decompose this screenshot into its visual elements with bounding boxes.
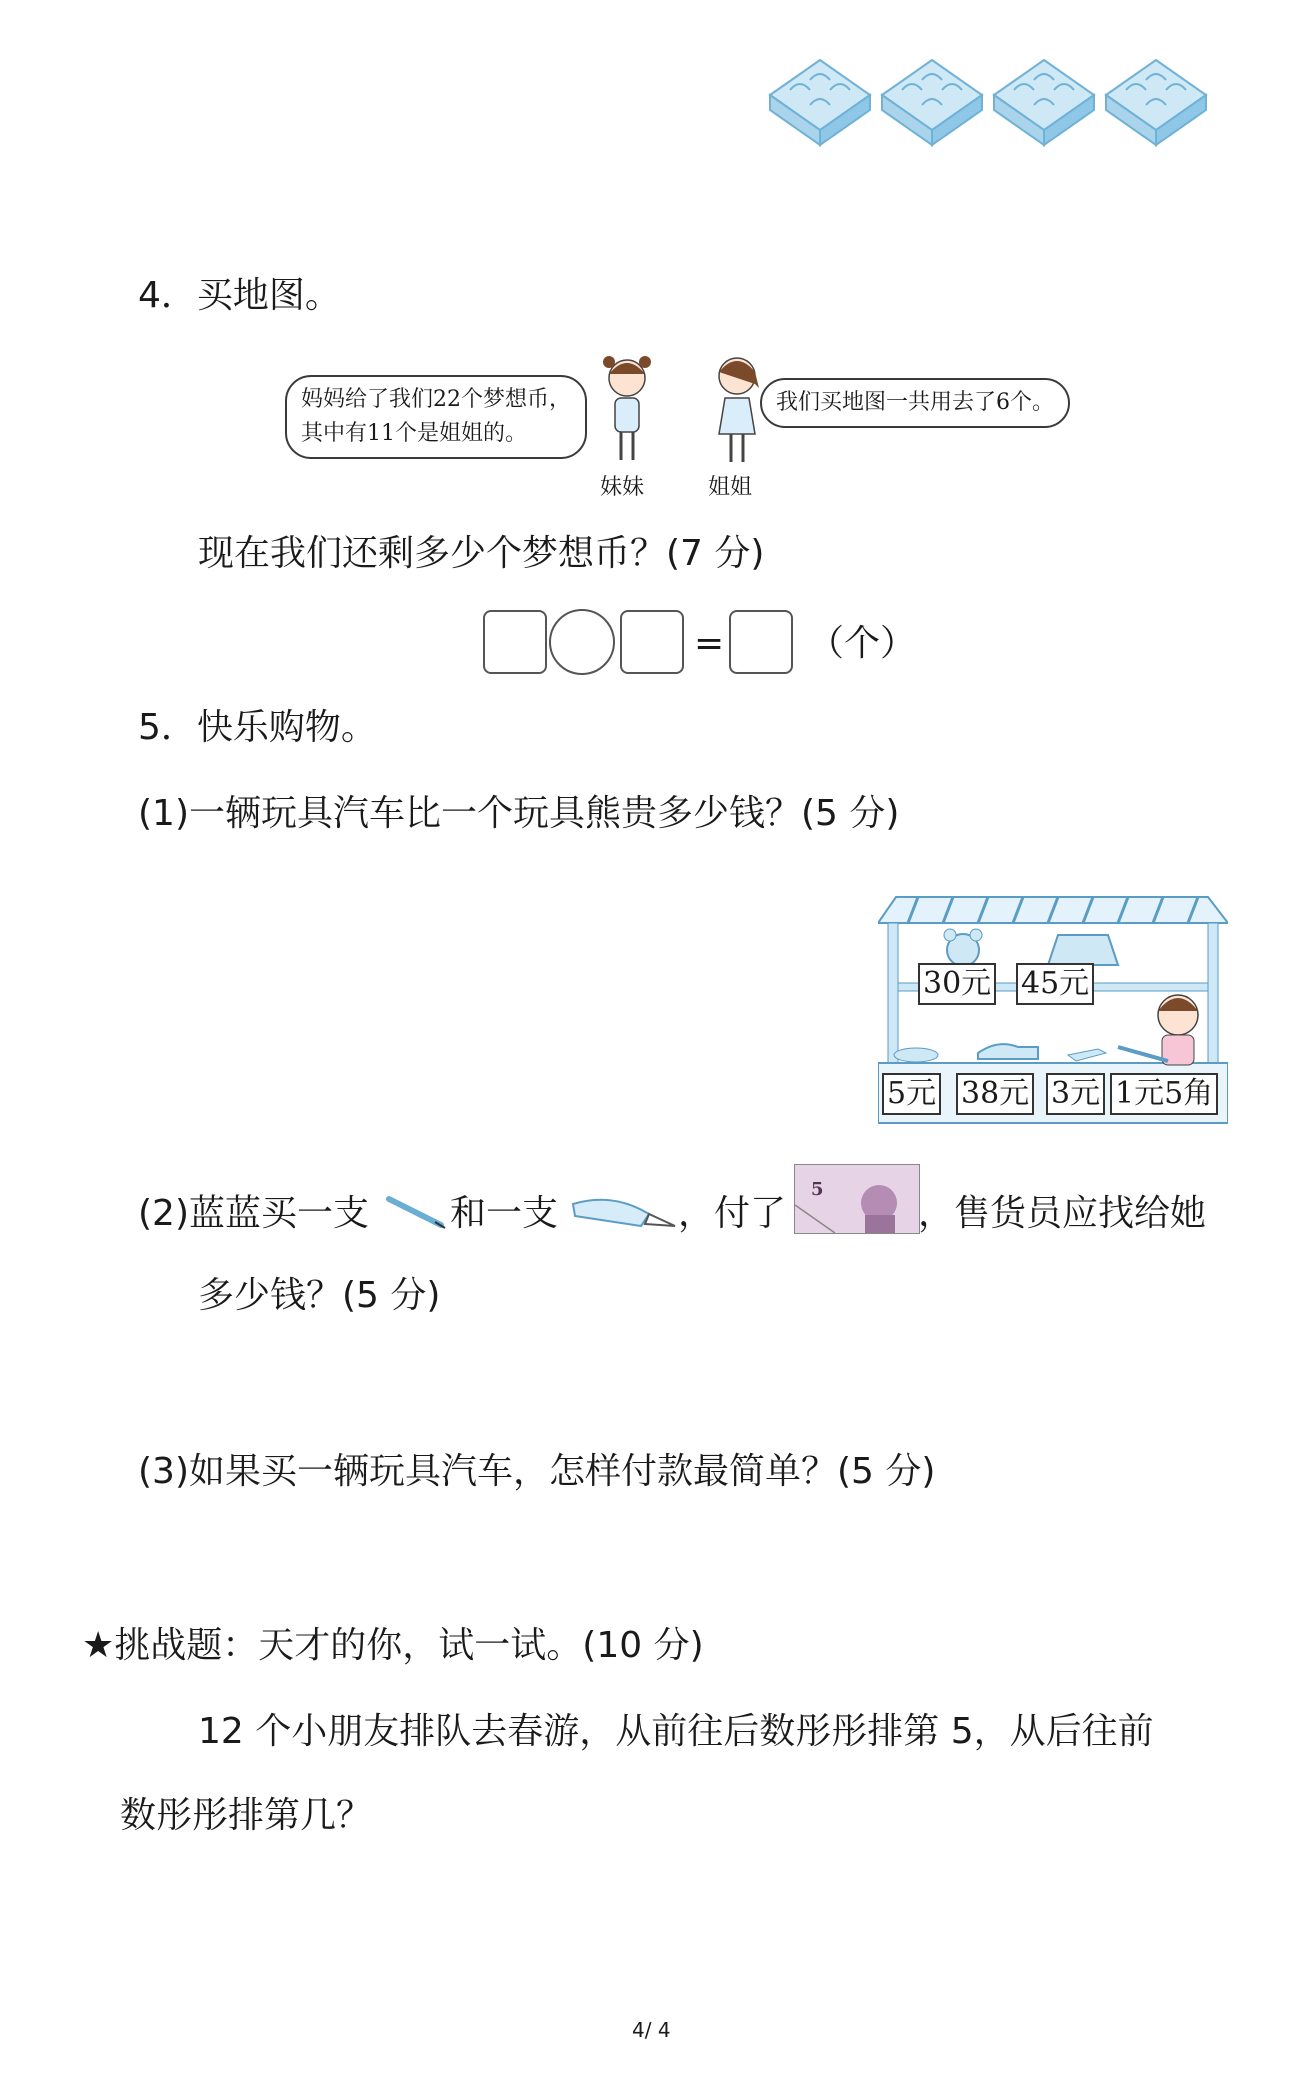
- q5-part2-b: 和一支: [450, 1193, 559, 1234]
- q5-part1: (1)一辆玩具汽车比一个玩具熊贵多少钱？(5 分): [138, 793, 900, 834]
- challenge-heading: ★挑战题：天才的你，试一试。(10 分): [82, 1625, 704, 1666]
- decorative-tiles: [760, 50, 1220, 150]
- pencil-icon: [385, 1193, 447, 1233]
- price-tag-bear: 30元: [918, 963, 996, 1005]
- banknote-value: 5: [811, 1179, 824, 1200]
- q5-part2-d: ，售货员应找给她: [918, 1193, 1207, 1234]
- challenge-line2: 数彤彤排第几？: [120, 1795, 373, 1836]
- speech-line: 我们买地图一共用去了6个。: [776, 390, 1054, 415]
- label-elder: 姐姐: [708, 475, 753, 500]
- unit-label: （个）: [808, 623, 917, 664]
- q5-part2-c: ，付了: [678, 1193, 787, 1234]
- price-tag-pen: 3元: [1046, 1073, 1105, 1115]
- operator-circle[interactable]: [549, 609, 615, 675]
- challenge-line1: 12 个小朋友排队去春游，从前往后数彤彤排第 5，从后往前: [198, 1711, 1154, 1752]
- label-younger: 妹妹: [600, 475, 645, 500]
- q5-part2-a: (2)蓝蓝买一支: [138, 1193, 369, 1234]
- price-tag-sweater: 45元: [1016, 963, 1094, 1005]
- q5-part3: (3)如果买一辆玩具汽车，怎样付款最简单？(5 分): [138, 1451, 936, 1492]
- q4-question: 现在我们还剩多少个梦想币？(7 分): [198, 533, 765, 574]
- speech-line: 其中有11个是姐姐的。: [301, 421, 527, 446]
- shop-stall: [878, 895, 1228, 1125]
- price-tag-hat: 5元: [882, 1073, 941, 1115]
- answer-box-result[interactable]: [729, 610, 793, 674]
- answer-box-2[interactable]: [620, 610, 684, 674]
- answer-box-1[interactable]: [483, 610, 547, 674]
- q5-part2-line2: 多少钱？(5 分): [198, 1275, 441, 1316]
- q4-heading: 4．买地图。: [138, 275, 341, 316]
- speech-line: 妈妈给了我们22个梦想币，: [301, 387, 571, 412]
- price-tag-car: 38元: [956, 1073, 1034, 1115]
- five-yuan-banknote: [794, 1164, 920, 1234]
- q5-heading: 5．快乐购物。: [138, 707, 377, 748]
- equals-sign: =: [694, 623, 725, 664]
- price-tag-pencil: 1元5角: [1110, 1073, 1218, 1115]
- page-number: 4/ 4: [632, 2018, 671, 2042]
- speech-bubble-elder: [760, 378, 1070, 428]
- speech-bubble-younger: [285, 375, 587, 459]
- fountain-pen-icon: [567, 1190, 679, 1234]
- younger-sister-figure: [595, 350, 660, 470]
